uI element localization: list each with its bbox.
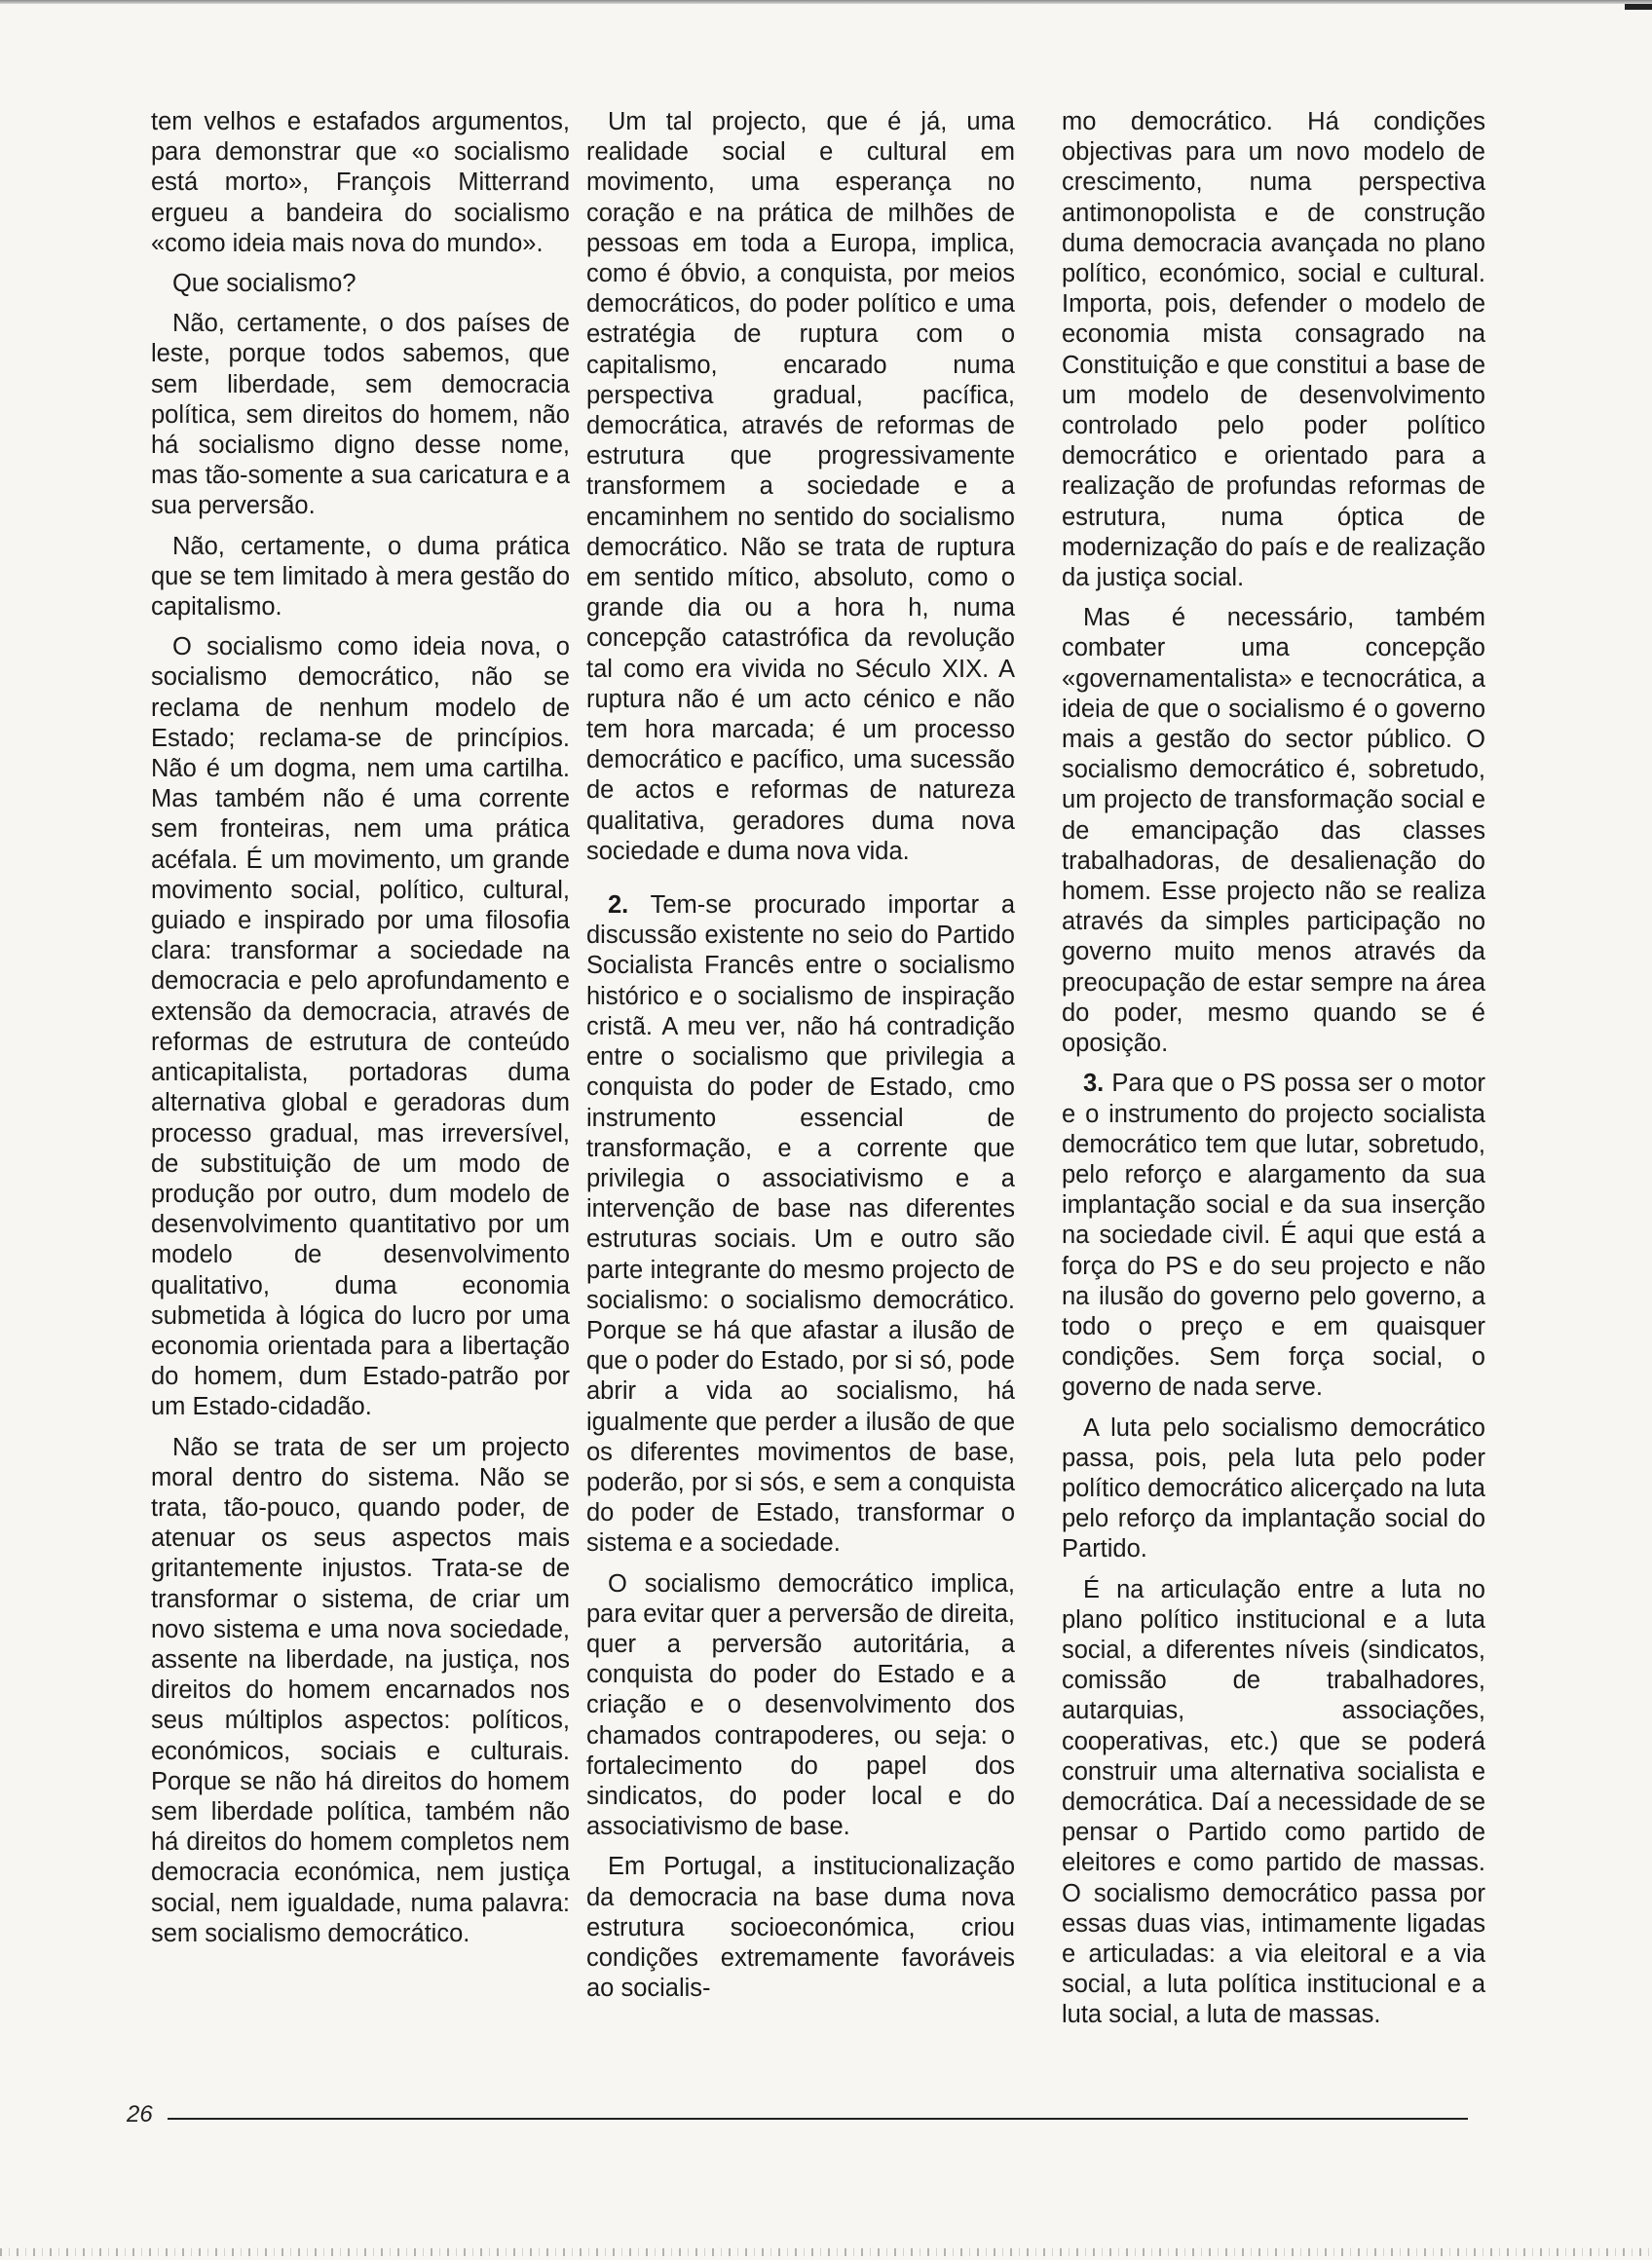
text-column-2 — [586, 107, 1015, 2014]
paragraph: Mas é necessário, também combater uma concepção «governamentalista» e tecnocrática, a ideia de que o socialismo é o governo mais a gestão do sector público. O socialismo democrático é, sobretudo, um projecto de transformação social e de emancipação das classes trabalhadoras, de desalienação do homem. Esse projecto não se realiza através da simples participação no governo muito menos através da preocupação de estar sempre na área do poder, mesmo quando se é oposição. — [1062, 604, 1485, 1058]
section-number: 3. — [1083, 1070, 1105, 1098]
scan-corner-mark — [1625, 4, 1652, 10]
section-3-paragraph — [1062, 1069, 1485, 1403]
section-2-paragraph — [586, 890, 1015, 1559]
paragraph: Não, certamente, o dos países de leste, porque todos sabemos, que sem liberdade, sem democracia política, sem direitos do homem, não há socialismo digno desse nome, mas tão-somente a sua caricatura e a sua perversão. — [151, 310, 570, 520]
paragraph: tem velhos e estafados argumentos, para demonstrar que «o socialismo está morto», François Mitterrand ergueu a bandeira do socialismo «como ideia mais nova do mundo». — [151, 108, 570, 257]
paragraph: Um tal projecto, que é já, uma realidade social e cultural em movimento, uma esperança no coração e na prática de milhões de pessoas em toda a Europa, implica, como é óbvio, a conquista, por meios democráticos, do poder político e uma estratégia de ruptura com o capitalismo, encarado numa perspectiva gradual, pacífica, democrática, através de reformas de estrutura que progressivamente transformem a sociedade e a encaminhem no sentido do socialismo democrático. Não se trata de ruptura em sentido mítico, absoluto, como o grande dia ou a hora h, numa concepção catastrófica da revolução tal como era vivida no Século XIX. A ruptura não é um acto cénico e não tem hora marcada; é um processo democrático e pacífico, uma sucessão de actos e reformas de natureza qualitativa, geradores duma nova sociedade e duma nova vida. — [586, 108, 1015, 865]
paragraph: É na articulação entre a luta no plano político institucional e a luta social, a diferentes níveis (sindicatos, comissão de trabalhadores, autarquias, associações, cooperativas, etc.) que se poderá construir uma alternativa socialista e democrática. Daí a necessidade de se pensar o Partido como partido de eleitores e como partido de massas. O socialismo democrático passa por essas duas vias, intimamente ligadas e articuladas: a via eleitoral e a via social, a luta política institucional e a luta social, a luta de massas. — [1062, 1575, 1485, 2029]
section-text: Tem-se procurado importar a discussão existente no seio do Partido Socialista Francês entre o socialismo histórico e o socialismo de inspiração cristã. A meu ver, não há contradição entre o socialismo que privilegia a conquista do poder de Estado, cmo instrumento essencial de transformação, e a corrente que privilegia o associativismo e a intervenção de base nas diferentes estruturas sociais. Um e outro são parte integrante do mesmo projecto de socialismo: o socialismo democrático. Porque se há que afastar a ilusão de que o poder do Estado, por si só, pode abrir a vida ao socialismo, há igualmente que perder a ilusão de que os diferentes movimentos de base, poderão, por si sós, e sem a conquista do poder de Estado, transformar o sistema e a sociedade. — [586, 891, 1015, 1558]
section-number: 2. — [608, 891, 629, 920]
footer-rule — [168, 2118, 1468, 2120]
paragraph: Não se trata de ser um projecto moral dentro do sistema. Não se trata, tão-pouco, quando poder, de atenuar os seus aspectos mais gritantemente injustos. Trata-se de transformar o sistema, de criar um novo sistema e uma nova sociedade, assente na liberdade, na justiça, nos direitos do homem encarnados nos seus múltiplos aspectos: políticos, económicos, sociais e culturais. Porque se não há direitos do homem sem liberdade política, também não há direitos do homem completos nem democracia económica, nem justiça social, nem igualdade, numa palavra: sem socialismo democrático. — [151, 1433, 570, 1947]
page-number: 26 — [127, 2101, 153, 2128]
paragraph-question: Que socialismo? — [172, 270, 357, 298]
text-column-3 — [1062, 107, 1485, 2041]
text-column-1 — [151, 107, 570, 1959]
paragraph: A luta pelo socialismo democrático passa, pois, pela luta pelo poder político democrático alicerçado na luta pelo reforço da implantação social do Partido. — [1062, 1413, 1485, 1563]
paragraph: Em Portugal, a institucionalização da democracia na base duma nova estrutura socioeconómica, criou condições extremamente favoráveis ao socialis- — [586, 1853, 1015, 2003]
scan-top-edge — [0, 0, 1652, 4]
paragraph: O socialismo como ideia nova, o socialismo democrático, não se reclama de nenhum modelo de Estado; reclama-se de princípios. Não é um dogma, nem uma cartilha. Mas também não é uma corrente sem fronteiras, nem uma prática acéfala. É um movimento, um grande movimento social, político, cultural, guiado e inspirado por uma filosofia clara: transformar a sociedade na democracia e pelo aprofundamento e extensão da democracia, através de reformas de estrutura de conteúdo anticapitalista, portadoras duma alternativa global e geradoras dum processo gradual, mas irreversível, de substituição de um modo de produção por outro, dum modelo de desenvolvimento quantitativo por um modelo de desenvolvimento qualitativo, duma economia submetida à lógica do lucro por uma economia orientada para a libertação do homem, dum Estado-patrão por um Estado-cidadão. — [151, 633, 570, 1421]
paragraph: O socialismo democrático implica, para evitar quer a perversão de direita, quer a perversão autoritária, a conquista do poder do Estado e a criação e o desenvolvimento dos chamados contrapoderes, ou seja: o fortalecimento do papel dos sindicatos, do poder local e do associativismo de base. — [586, 1569, 1015, 1841]
scan-bottom-noise — [0, 2248, 1652, 2256]
paragraph: Não, certamente, o duma prática que se tem limitado à mera gestão do capitalismo. — [151, 532, 570, 622]
paragraph: mo democrático. Há condições objectivas para um novo modelo de crescimento, numa perspectiva antimonopolista e de construção duma democracia avançada no plano político, económico, social e cultural. Importa, pois, defender o modelo de economia mista consagrado na Constituição e que constitui a base de um modelo de desenvolvimento controlado pelo poder político democrático e orientado para a realização de profundas reformas de estrutura, numa óptica de modernização do país e de realização da justiça social. — [1062, 108, 1485, 592]
section-text: Para que o PS possa ser o motor e o instrumento do projecto socialista democrático tem que lutar, sobretudo, pelo reforço e alargamento da sua implantação social e da sua inserção na sociedade civil. É aqui que está a força do PS e do seu projecto e não na ilusão do governo pelo governo, a todo o preço e em quaisquer condições. Sem força social, o governo de nada serve. — [1062, 1070, 1485, 1402]
